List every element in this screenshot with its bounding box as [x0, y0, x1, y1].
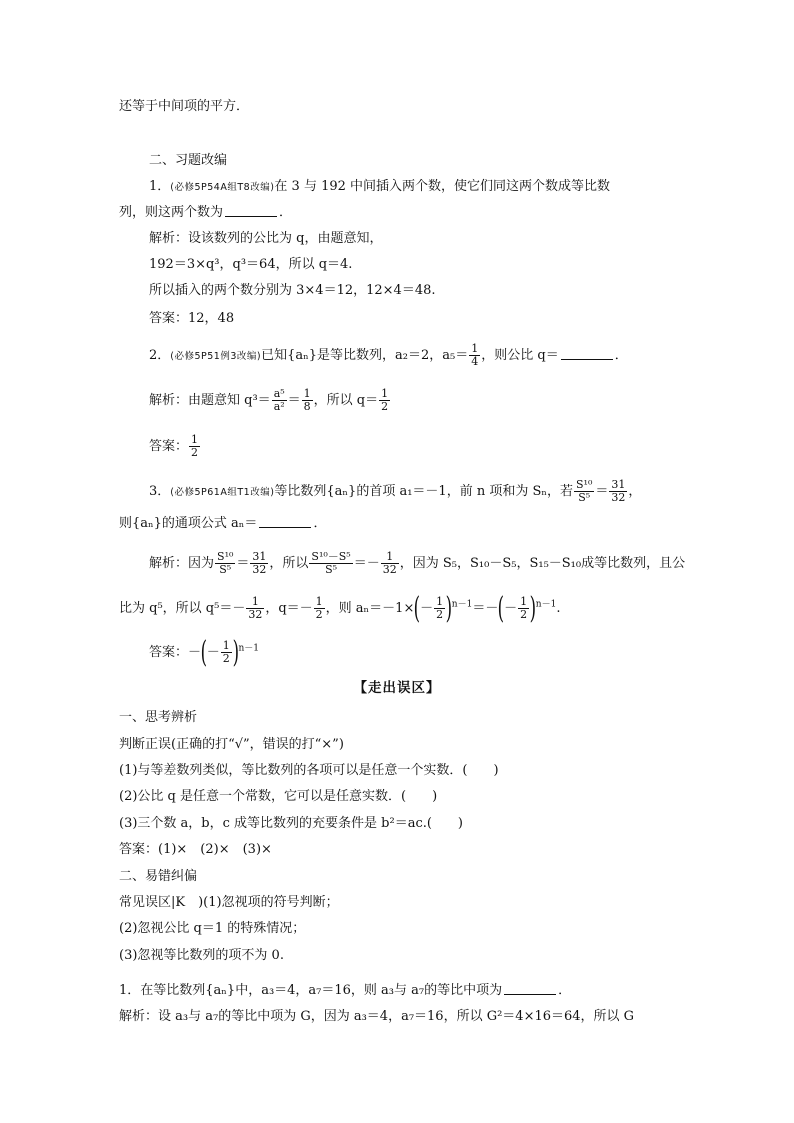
problem-1-question: 1．(必修5P54A组T8改编)在 3 与 192 中间插入两个数，使它们同这两个数成等比数 — [149, 179, 611, 194]
think-answer: 答案：(1)× (2)× (3)× — [119, 842, 272, 857]
answer-blank — [504, 982, 556, 995]
answer-blank — [259, 515, 311, 528]
answer-blank — [225, 204, 277, 217]
problem-3-answer: 答案：－(－ $\frac{1}{2}$ )$^{n-1}$ — [149, 634, 260, 670]
problem-2-question: 2．(必修5P51例3改编)已知{aₙ}是等比数列，a₂＝2，a₅＝ $\frac{1}{4}$ ，则公比 q＝ ． — [149, 342, 628, 368]
problem-3-solution: 解析：因为 $\frac{\text{S¹⁰}}{\text{S⁵}}$ ＝ $\frac{31}{32}$ ，所以 $\frac{\text{S¹⁰－S⁵}}{\text{S⁵}}$ ＝－ $\frac{1}{32}$ ，因为 S₅，S₁₀－S₅，S₁₅－S₁₀成等比数列，且公 — [149, 550, 686, 576]
problem-1-question-cont: 列，则这两个数为 ． — [119, 205, 293, 220]
problem-2-solution: 解析：由题意知 q³＝ $\frac{\text{a⁵}}{\text{a²}}$ ＝ $\frac{1}{8}$ ，所以 q＝ $\frac{1}{2}$ — [149, 387, 389, 413]
problem-1-solution-3: 所以插入的两个数分别为 3×4＝12，12×4＝48. — [149, 283, 436, 298]
error-line-2: (2)忽视公比 q＝1 的特殊情况； — [119, 921, 306, 936]
error-title: 二、易错纠偏 — [119, 869, 198, 884]
problem-3-question-cont: 则{aₙ}的通项公式 aₙ＝ ． — [119, 516, 327, 531]
error-solution-1: 解析：设 a₃与 a₇的等比中项为 G，因为 a₃＝4，a₇＝16，所以 G²＝4×16＝64，所以 G — [119, 1009, 635, 1024]
think-title: 一、思考辨析 — [119, 710, 198, 725]
think-intro: 判断正误(正确的打“√”，错误的打“×”) — [119, 737, 344, 752]
error-line-3: (3)忽视等比数列的项不为 0. — [119, 948, 284, 963]
problem-1-answer: 答案：12，48 — [149, 311, 235, 326]
error-line-1: 常见误区|K )(1)忽视项的符号判断； — [119, 895, 339, 910]
problem-3-solution-2: 比为 q⁵，所以 q⁵＝－ $\frac{1}{32}$ ，q＝－ $\frac{1}{2}$ ，则 aₙ＝－1×(－ $\frac{1}{2}$ )$^{n-1}$＝－(－ $\frac{1}{2}$ )$^{n-1}$. — [119, 590, 561, 626]
continued-text: 还等于中间项的平方． — [119, 99, 250, 114]
problem-1-solution-2: 192＝3×q³，q³＝64，所以 q＝4. — [149, 257, 353, 272]
section-title-exercises: 二、习题改编 — [149, 153, 228, 168]
think-item-2: (2)公比 q 是任意一个常数，它可以是任意实数．( ) — [119, 789, 438, 804]
problem-3-question: 3．(必修5P61A组T1改编)等比数列{aₙ}的首项 a₁＝－1，前 n 项和为 Sₙ，若 $\frac{\text{S¹⁰}}{\text{S⁵}}$ ＝ $\frac{31}{32}$ ， — [149, 478, 642, 504]
think-item-3: (3)三个数 a，b，c 成等比数列的充要条件是 b²＝ac.( ) — [119, 816, 464, 831]
think-item-1: (1)与等差数列类似，等比数列的各项可以是任意一个实数．( ) — [119, 763, 499, 778]
section-heading: 【走出误区】 — [353, 680, 441, 696]
answer-blank — [561, 347, 613, 360]
error-question-1: 1．在等比数列{aₙ}中，a₃＝4，a₇＝16，则 a₃与 a₇的等比中项为 ． — [119, 983, 572, 998]
problem-1-solution: 解析：设该数列的公比为 q，由题意知， — [149, 231, 383, 246]
problem-2-answer: 答案： $\frac{1}{2}$ — [149, 433, 199, 459]
